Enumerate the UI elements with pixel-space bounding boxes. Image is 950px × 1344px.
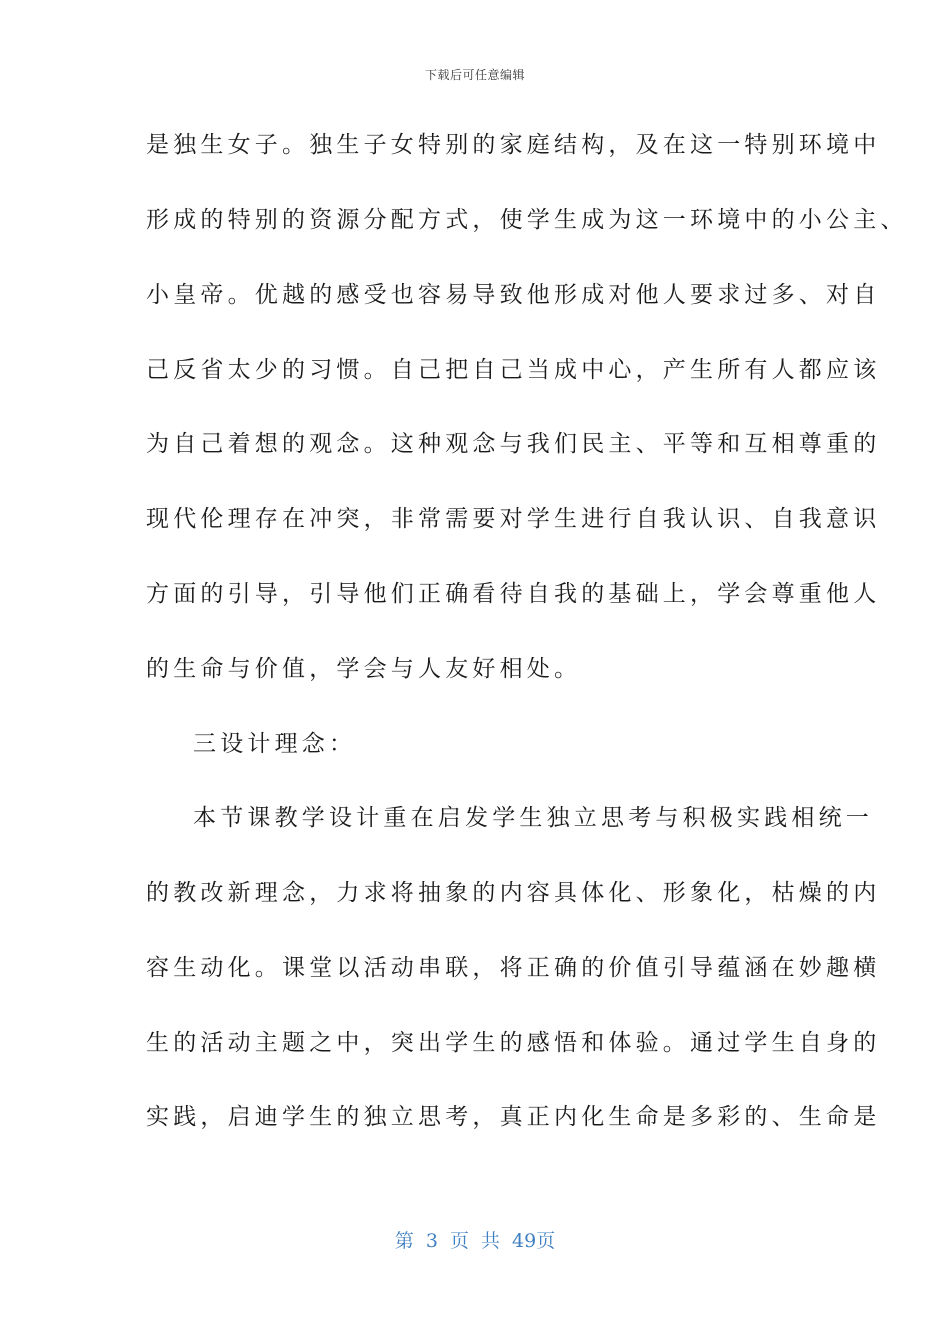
body-line: 实践，启迪学生的独立思考，真正内化生命是多彩的、生命是 — [146, 1104, 881, 1130]
page-number-footer: 第 3 页 共 49页 — [394, 1230, 556, 1252]
body-line: 现代伦理存在冲突，非常需要对学生进行自我认识、自我意识 — [146, 506, 881, 532]
page-header: 下载后可任意编辑 — [424, 68, 525, 82]
body-line: 方面的引导，引导他们正确看待自我的基础上，学会尊重他人 — [146, 581, 881, 607]
body-line: 是独生女子。独生子女特别的家庭结构，及在这一特别环境中 — [146, 132, 881, 158]
body-line: 己反省太少的习惯。自己把自己当成中心，产生所有人都应该 — [146, 357, 881, 383]
body-line: 小皇帝。优越的感受也容易导致他形成对他人要求过多、对自 — [146, 282, 881, 308]
body-line: 本节课教学设计重在启发学生独立思考与积极实践相统一 — [193, 805, 873, 831]
body-line: 生的活动主题之中，突出学生的感悟和体验。通过学生自身的 — [146, 1030, 881, 1056]
body-line: 的生命与价值，学会与人友好相处。 — [146, 656, 582, 682]
body-line: 的教改新理念，力求将抽象的内容具体化、形象化，枯燥的内 — [146, 880, 881, 906]
body-line: 容生动化。课堂以活动串联，将正确的价值引导蕴涵在妙趣横 — [146, 955, 881, 981]
section-heading: 三设计理念： — [193, 731, 357, 757]
body-line: 为自己着想的观念。这种观念与我们民主、平等和互相尊重的 — [146, 431, 881, 457]
body-line: 形成的特别的资源分配方式，使学生成为这一环境中的小公主、 — [146, 207, 908, 233]
